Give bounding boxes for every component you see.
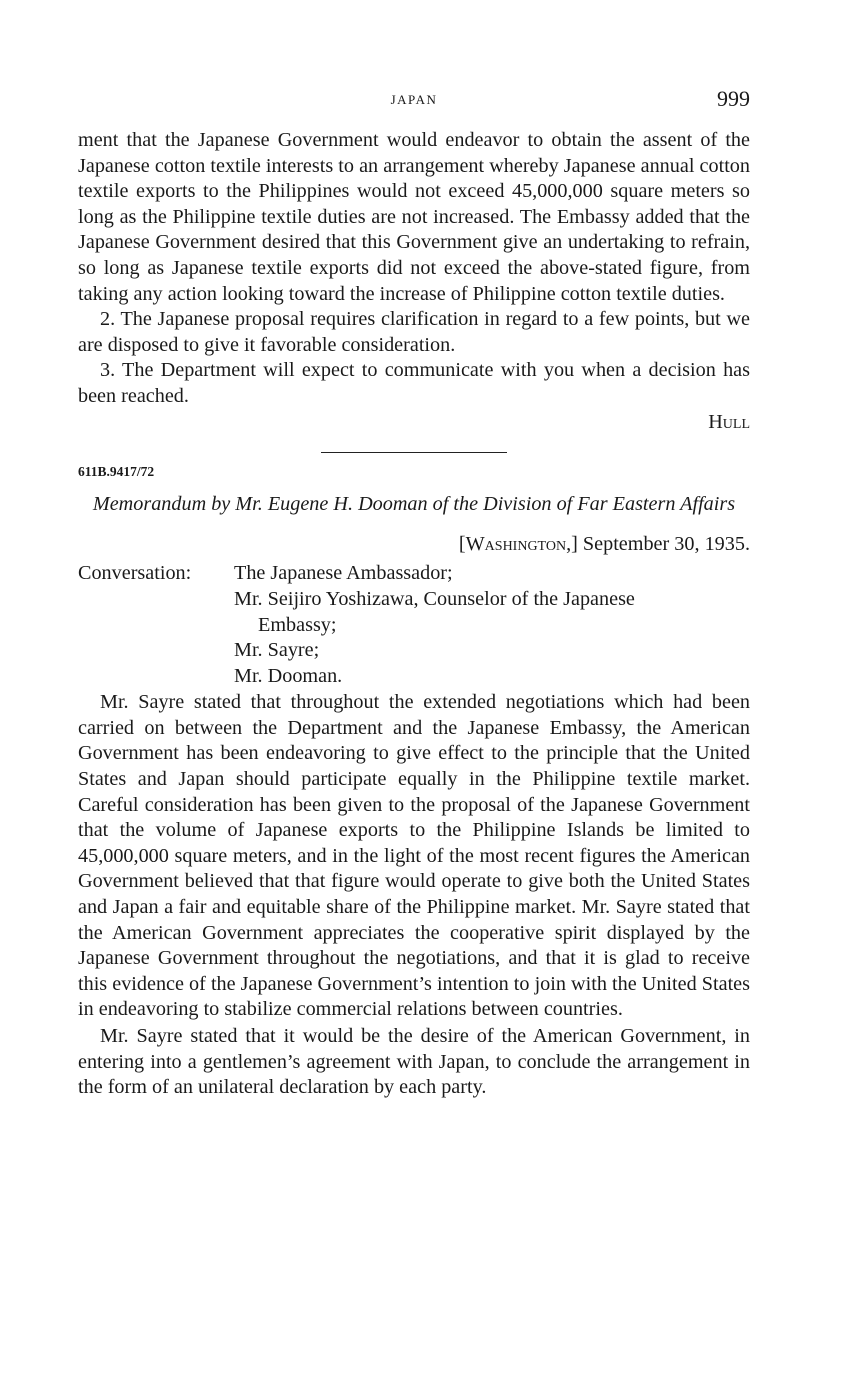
conversation-label: Conversation: (78, 562, 192, 585)
participant-list (234, 561, 750, 689)
dateline-date: September 30, 1935. (582, 532, 750, 555)
page-header (78, 86, 750, 116)
participant: Embassy; (258, 613, 337, 636)
participant: The Japanese Ambassador; (234, 562, 453, 585)
memo-paragraph: Mr. Sayre stated that it would be the desire of the American Government, in entering into a gentlemen’s agreement with Japan, to conclude the arrangement in the form of an unilateral declaration by each party. (78, 1025, 750, 1099)
participant: Mr. Sayre; (234, 639, 320, 662)
signature: Hull (708, 410, 750, 433)
file-number: 611B.9417/72 (78, 464, 155, 480)
page-body (78, 128, 750, 1101)
running-head: JAPAN (390, 92, 438, 107)
body-paragraph: 3. The Department will expect to communicate with you when a decision has been reached. (78, 359, 750, 407)
memo-paragraph: Mr. Sayre stated that throughout the extended negotiations which had been carried on between the Department and the Japanese Embassy, the American Government has been endeavoring to give effect to the principle that the United States and Japan should participate equally in the Philippine textile market. Careful consideration has been given to the proposal of the Japanese Government that the volume of Japanese exports to the Philippine Islands be limited to 45,000,000 square meters, and in the light of the most recent figures the American Government believed that that figure would operate to give both the United States and Japan a fair and equitable share of the Philippine market. Mr. Sayre stated that the American Government appreciates the cooperative spirit displayed by the Japanese Government throughout the negotiations, and that it is glad to receive this evidence of the Japanese Government’s intention to join with the United States in endeavoring to stabilize commercial relations between countries. (78, 691, 750, 1021)
participant: Mr. Seijiro Yoshizawa, Counselor of the Japanese (234, 587, 635, 610)
conversation-block (78, 561, 750, 689)
body-paragraph: ment that the Japanese Government would endeavor to obtain the assent of the Japanese cotton textile interests to an arrangement whereby Japanese annual cotton textile exports to the Philippines would not exceed 45,000,000 square meters so long as the Philippine textile duties are not increased. The Embassy added that the Japanese Government desired that this Government give an undertaking to refrain, so long as Japanese textile exports did not exceed the above-stated figure, from taking any action looking toward the increase of Philippine cotton textile duties. (78, 129, 750, 305)
page-number: 999 (717, 86, 750, 111)
section-divider (321, 452, 507, 453)
dateline-place: [Washington,] (458, 532, 578, 555)
memo-title: Memorandum by Mr. Eugene H. Dooman of the Division of Far Eastern Affairs (92, 493, 736, 516)
body-paragraph: 2. The Japanese proposal requires clarification in regard to a few points, but we are disposed to give it favorable consideration. (78, 308, 750, 356)
dateline (78, 532, 750, 558)
participant: Mr. Dooman. (234, 664, 343, 687)
